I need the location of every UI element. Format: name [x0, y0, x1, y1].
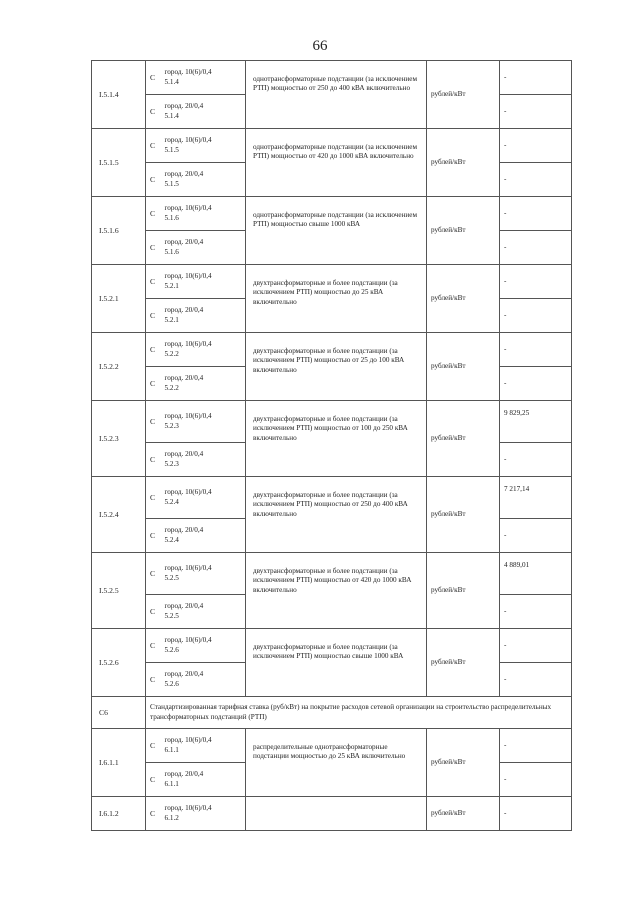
- row-description: двухтрансформаторные и более подстанции (за исключением РТП) мощностью от 25 до 100 кВА включительно: [246, 333, 427, 401]
- row-unit: рублей/кВт: [427, 477, 500, 553]
- row-code: I.5.2.6: [92, 629, 146, 697]
- row-value-10kv: -: [500, 797, 572, 831]
- row-value-20kv: -: [500, 163, 572, 197]
- row-subcode-20kv: город. 20/0,4 5.2.3: [162, 443, 246, 477]
- row-value-20kv: -: [500, 519, 572, 553]
- row-code: I.5.1.4: [92, 61, 146, 129]
- row-value-10kv: 4 889,01: [500, 553, 572, 595]
- row-value-20kv: -: [500, 443, 572, 477]
- section-text: Стандартизированная тарифная ставка (руб/кВт) на покрытие расходов сетевой организации на строительство распределительных трансформаторных подстанций (РТП): [146, 697, 572, 729]
- row-subcode-20kv: город. 20/0,4 5.2.4: [162, 519, 246, 553]
- table-row: [92, 553, 572, 595]
- row-code: I.5.2.5: [92, 553, 146, 629]
- row-description: однотрансформаторные подстанции (за исключением РТП) мощностью от 250 до 400 кВА включительно: [246, 61, 427, 129]
- row-code: I.5.2.1: [92, 265, 146, 333]
- row-subcode-20kv: город. 20/0,4 6.1.1: [162, 763, 246, 797]
- row-unit: рублей/кВт: [427, 401, 500, 477]
- row-subcode-20kv: город. 20/0,4 5.1.6: [162, 231, 246, 265]
- row-code: I.5.2.2: [92, 333, 146, 401]
- row-value-10kv: -: [500, 265, 572, 299]
- row-description: двухтрансформаторные и более подстанции (за исключением РТП) мощностью до 25 кВА включительно: [246, 265, 427, 333]
- row-subcode-20kv: город. 20/0,4 5.2.1: [162, 299, 246, 333]
- row-value-10kv: -: [500, 129, 572, 163]
- tariff-table: [91, 60, 572, 831]
- row-subcode-10kv: город. 10(6)/0,4 5.2.1: [162, 265, 246, 299]
- row-code: I.6.1.1: [92, 729, 146, 797]
- row-value-20kv: -: [500, 95, 572, 129]
- row-subcode-10kv: город. 10(6)/0,4 5.2.6: [162, 629, 246, 663]
- row-value-20kv: -: [500, 299, 572, 333]
- row-value-10kv: -: [500, 197, 572, 231]
- letter-c: C: [146, 367, 162, 401]
- table-row: [92, 729, 572, 763]
- row-subcode-10kv: город. 10(6)/0,4 5.1.4: [162, 61, 246, 95]
- row-value-20kv: -: [500, 595, 572, 629]
- row-code: I.5.1.5: [92, 129, 146, 197]
- section-code: С6: [92, 697, 146, 729]
- row-description: двухтрансформаторные и более подстанции (за исключением РТП) мощностью свыше 1000 кВА: [246, 629, 427, 697]
- row-value-20kv: -: [500, 663, 572, 697]
- letter-c: C: [146, 663, 162, 697]
- section-row: [92, 697, 572, 729]
- row-description: двухтрансформаторные и более подстанции (за исключением РТП) мощностью от 250 до 400 кВА включительно: [246, 477, 427, 553]
- row-code: I.5.2.4: [92, 477, 146, 553]
- letter-c: C: [146, 797, 162, 831]
- letter-c: C: [146, 763, 162, 797]
- letter-c: C: [146, 629, 162, 663]
- letter-c: C: [146, 231, 162, 265]
- table-row: [92, 401, 572, 443]
- row-description: однотрансформаторные подстанции (за исключением РТП) мощностью свыше 1000 кВА: [246, 197, 427, 265]
- row-unit: рублей/кВт: [427, 197, 500, 265]
- row-description: распределительные однотрансформаторные подстанции мощностью до 25 кВА включительно: [246, 729, 427, 797]
- letter-c: C: [146, 553, 162, 595]
- table-row: [92, 197, 572, 231]
- letter-c: C: [146, 129, 162, 163]
- row-value-10kv: -: [500, 629, 572, 663]
- row-code: I.5.2.3: [92, 401, 146, 477]
- row-subcode-10kv: город. 10(6)/0,4 6.1.2: [162, 797, 246, 831]
- row-subcode-10kv: город. 10(6)/0,4 5.2.5: [162, 553, 246, 595]
- letter-c: C: [146, 443, 162, 477]
- row-value-20kv: -: [500, 763, 572, 797]
- table-row: [92, 333, 572, 367]
- letter-c: C: [146, 265, 162, 299]
- page-number: 66: [312, 38, 328, 54]
- row-unit: рублей/кВт: [427, 265, 500, 333]
- table-row: [92, 629, 572, 663]
- row-description: однотрансформаторные подстанции (за исключением РТП) мощностью от 420 до 1000 кВА включительно: [246, 129, 427, 197]
- row-value-10kv: -: [500, 333, 572, 367]
- letter-c: C: [146, 729, 162, 763]
- letter-c: C: [146, 595, 162, 629]
- letter-c: C: [146, 95, 162, 129]
- row-unit: рублей/кВт: [427, 797, 500, 831]
- row-code: I.5.1.6: [92, 197, 146, 265]
- table-row: [92, 797, 572, 831]
- letter-c: C: [146, 197, 162, 231]
- table-row: [92, 265, 572, 299]
- row-description: двухтрансформаторные и более подстанции (за исключением РТП) мощностью от 420 до 1000 кВА включительно: [246, 553, 427, 629]
- row-subcode-20kv: город. 20/0,4 5.2.5: [162, 595, 246, 629]
- letter-c: C: [146, 401, 162, 443]
- letter-c: C: [146, 163, 162, 197]
- row-unit: рублей/кВт: [427, 553, 500, 629]
- letter-c: C: [146, 299, 162, 333]
- letter-c: C: [146, 519, 162, 553]
- row-code: I.6.1.2: [92, 797, 146, 831]
- row-description: двухтрансформаторные и более подстанции (за исключением РТП) мощностью от 100 до 250 кВА включительно: [246, 401, 427, 477]
- letter-c: C: [146, 477, 162, 519]
- row-subcode-20kv: город. 20/0,4 5.1.5: [162, 163, 246, 197]
- row-subcode-10kv: город. 10(6)/0,4 5.1.5: [162, 129, 246, 163]
- row-unit: рублей/кВт: [427, 729, 500, 797]
- row-unit: рублей/кВт: [427, 61, 500, 129]
- table-row: [92, 129, 572, 163]
- letter-c: C: [146, 61, 162, 95]
- row-value-10kv: 7 217,14: [500, 477, 572, 519]
- row-unit: рублей/кВт: [427, 333, 500, 401]
- row-value-10kv: -: [500, 61, 572, 95]
- row-value-10kv: -: [500, 729, 572, 763]
- row-subcode-20kv: город. 20/0,4 5.1.4: [162, 95, 246, 129]
- table-row: [92, 477, 572, 519]
- row-subcode-10kv: город. 10(6)/0,4 5.2.2: [162, 333, 246, 367]
- table-row: [92, 61, 572, 95]
- row-value-10kv: 9 829,25: [500, 401, 572, 443]
- row-value-20kv: -: [500, 231, 572, 265]
- row-unit: рублей/кВт: [427, 129, 500, 197]
- letter-c: C: [146, 333, 162, 367]
- row-subcode-10kv: город. 10(6)/0,4 5.2.4: [162, 477, 246, 519]
- row-subcode-10kv: город. 10(6)/0,4 5.1.6: [162, 197, 246, 231]
- row-subcode-20kv: город. 20/0,4 5.2.2: [162, 367, 246, 401]
- row-subcode-10kv: город. 10(6)/0,4 5.2.3: [162, 401, 246, 443]
- row-unit: рублей/кВт: [427, 629, 500, 697]
- row-subcode-20kv: город. 20/0,4 5.2.6: [162, 663, 246, 697]
- row-value-20kv: -: [500, 367, 572, 401]
- row-description: [246, 797, 427, 831]
- row-subcode-10kv: город. 10(6)/0,4 6.1.1: [162, 729, 246, 763]
